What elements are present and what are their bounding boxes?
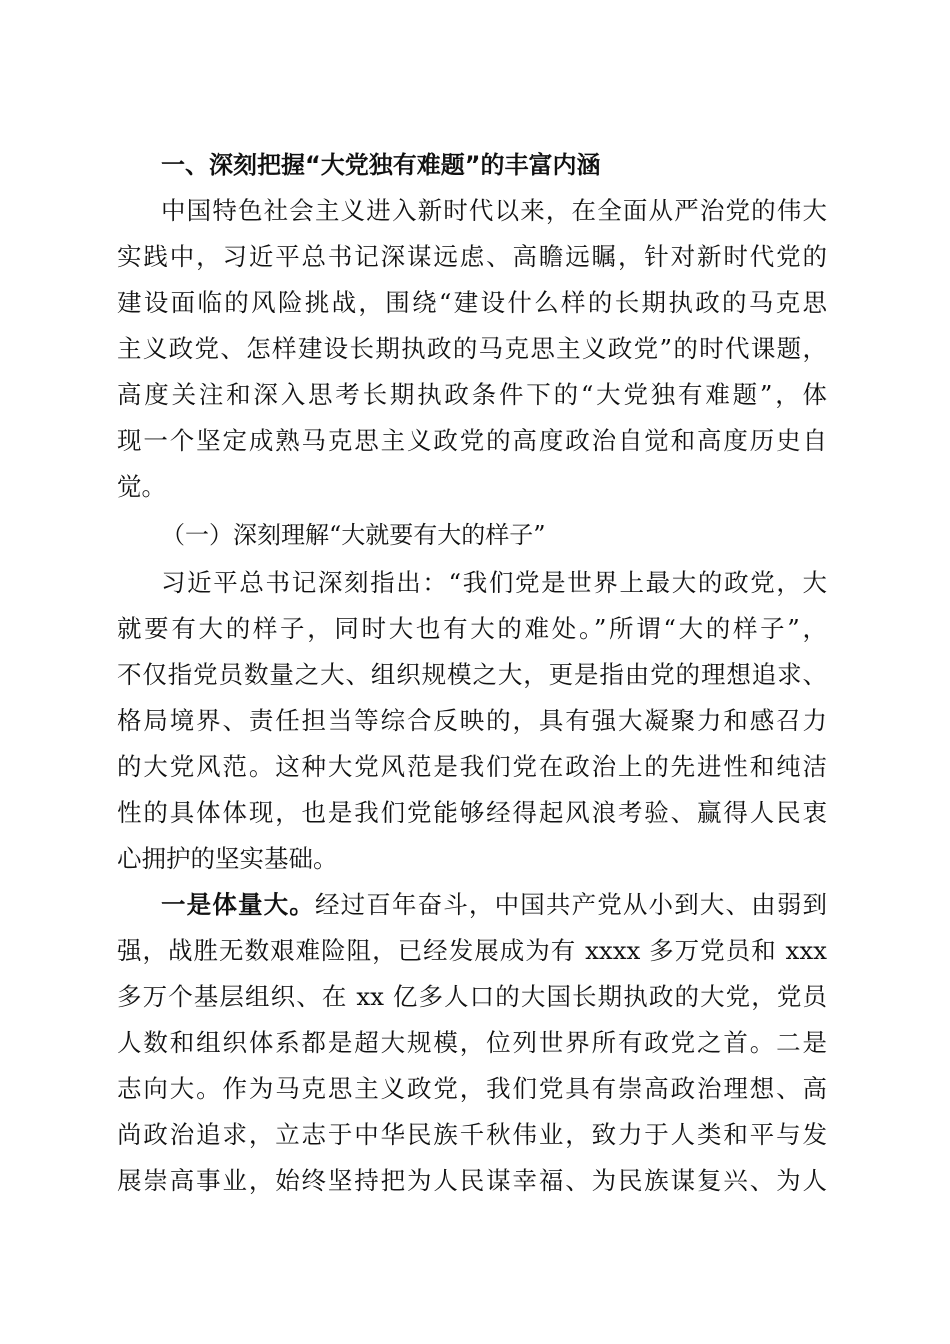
paragraph-line: 人数和组织体系都是超大规模，位列世界所有政党之首。二是 bbox=[117, 1028, 827, 1057]
paragraph-line: 建设面临的风险挑战，围绕“建设什么样的长期执政的马克思 bbox=[117, 288, 827, 317]
paragraph-line: 高度关注和深入思考长期执政条件下的“大党独有难题”，体 bbox=[117, 380, 827, 409]
paragraph-line: 心拥护的坚实基础。 bbox=[117, 844, 338, 873]
paragraph-line bbox=[117, 882, 827, 928]
paragraph-line: 就要有大的样子，同时大也有大的难处。”所谓“大的样子”， bbox=[117, 614, 827, 643]
paragraph-line: 中国特色社会主义进入新时代以来，在全面从严治党的伟大 bbox=[161, 196, 827, 225]
subsection-paragraph-2 bbox=[117, 882, 827, 1204]
lead-phrase: 一是体量大。 bbox=[161, 890, 315, 919]
subsection-heading: （一）深刻理解“大就要有大的样子” bbox=[161, 521, 546, 549]
section-heading: 一、深刻把握“大党独有难题”的丰富内涵 bbox=[161, 151, 601, 179]
paragraph-line: 性的具体体现，也是我们党能够经得起风浪考验、赢得人民衷 bbox=[117, 798, 827, 827]
paragraph-line: 志向大。作为马克思主义政党，我们党具有崇高政治理想、高 bbox=[117, 1074, 827, 1103]
document-body bbox=[117, 142, 827, 1204]
paragraph-line: 多万个基层组织、在 xx 亿多人口的大国长期执政的大党，党员 bbox=[117, 982, 827, 1011]
paragraph-line: 习近平总书记深刻指出：“我们党是世界上最大的政党，大 bbox=[161, 568, 827, 597]
paragraph-line: 尚政治追求，立志于中华民族千秋伟业，致力于人类和平与发 bbox=[117, 1120, 827, 1149]
paragraph-line: 展崇高事业，始终坚持把为人民谋幸福、为民族谋复兴、为人 bbox=[117, 1166, 827, 1195]
subsection-paragraph-1 bbox=[117, 560, 827, 882]
section-intro-paragraph bbox=[117, 188, 827, 510]
paragraph-line: 现一个坚定成熟马克思主义政党的高度政治自觉和高度历史自 bbox=[117, 426, 827, 455]
paragraph-line: 的大党风范。这种大党风范是我们党在政治上的先进性和纯洁 bbox=[117, 752, 827, 781]
paragraph-line: 主义政党、怎样建设长期执政的马克思主义政党”的时代课题， bbox=[117, 334, 827, 363]
paragraph-line: 觉。 bbox=[117, 472, 166, 501]
paragraph-line: 格局境界、责任担当等综合反映的，具有强大凝聚力和感召力 bbox=[117, 706, 827, 735]
lead-line-rest: 经过百年奋斗，中国共产党从小到大、由弱到 bbox=[314, 890, 828, 919]
paragraph-line: 强，战胜无数艰难险阻，已经发展成为有 xxxx 多万党员和 xxx bbox=[117, 936, 827, 965]
paragraph-line: 实践中，习近平总书记深谋远虑、高瞻远瞩，针对新时代党的 bbox=[117, 242, 827, 271]
paragraph-line: 不仅指党员数量之大、组织规模之大，更是指由党的理想追求、 bbox=[117, 660, 827, 689]
